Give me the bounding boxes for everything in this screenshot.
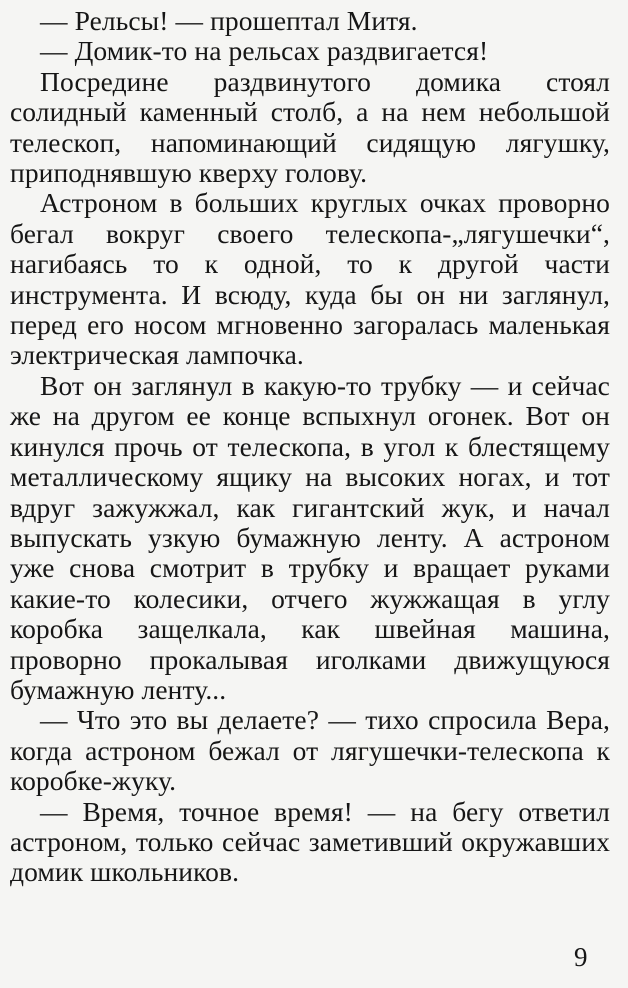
paragraph-2: — Домик-то на рельсах раздвигается! [40,35,489,67]
paragraph-1: — Рельсы! — прошептал Митя. [40,5,418,36]
paragraph-7: — Время, точное время! — на бегу ответил астроном, только сейчас заметивший окружавших домик школьников. [10,795,610,888]
paragraph-5: Вот он заглянул в какую-то трубку — и сейчас же на другом ее конце вспыхнул огонек. Вот он кинулся прочь от телескопа, в угол к блестящему металлическому ящику на высоких ногах, и тот вдруг зажужжал, как гигантский жук, и начал выпускать узкую бумажную ленту. А астроном уже снова смотрит в трубку и вращает руками какие-то колесики, отчего жужжащая в углу коробка защелкала, как швейная машина, проворно прокалывая иголками движущуюся бумажную ленту... [10,369,610,705]
paragraph-6: — Что это вы делаете? — тихо спросила Вера, когда астроном бежал от лягушечки-телескопа к коробке-жуку. [10,704,610,797]
body-text [10,6,610,888]
paragraph-4: Астроном в больших круглых очках проворно бегал вокруг своего телескопа-„лягушечки“, нагибаясь то к одной, то к другой части инструмента. И всюду, куда бы он ни заглянул, перед его носом мгновенно загоралась маленькая электрическая лампочка. [10,187,610,371]
page-number: 9 [574,942,588,972]
paragraph-3: Посредине раздвинутого домика стоял солидный каменный столб, а на нем небольшой телескоп, напоминающий сидящую лягушку, приподнявшую кверху голову. [10,65,610,189]
